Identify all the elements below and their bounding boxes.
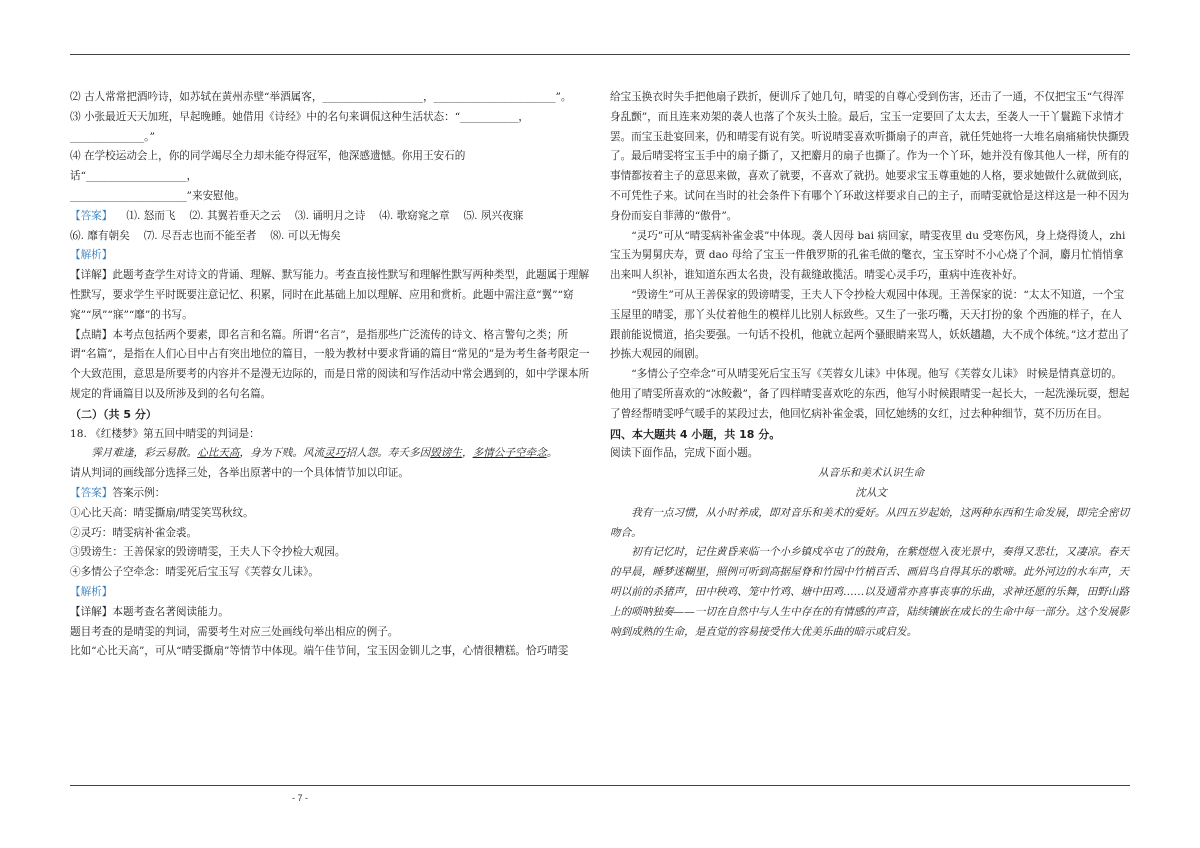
answer2-tag: 【答案】	[70, 486, 113, 499]
poem-part: 霁月难逢，彩云易散。	[91, 447, 198, 460]
answer2-text: 答案示例：	[112, 486, 166, 499]
example-3: ③毁谤生：王善保家的毁谤晴雯，王夫人下令抄检大观园。	[70, 546, 346, 559]
answer-item: ⑸. 夙兴夜寐	[463, 209, 524, 222]
paragraph-1: 给宝玉换衣时失手把他扇子跌折，便训斥了她几句，晴雯的自尊心受到伤害，还击了一通，不仅把宝玉“气得浑身乱颤”，而且连来劝架的袭人也落了个灰头土脸。最后，宝玉一定要回了太太去，至袭人一干丫鬟跪下求情才罢。而宝玉赴宴回来，仍和晴雯有说有笑。听说晴雯喜欢听撕扇子的声音，就任凭她将一大堆名扇痛痛快快撕毁了。最后晴雯将宝玉手中的扇子撕了，又把麝月的扇子也撕了。作为一个丫环，她并没有像其他人一样，所有的事情都按着主子的意思来做，喜欢了就要，不喜欢了就扔。她要求宝玉尊重她的人格，要求她做什么就做到底，不可凭性子来。试问在当时的社会条件下有哪个丫环敢这样要求自己的主子，而晴雯就恰是这样这是一种不因为身份而妄自菲薄的“傲骨”。	[610, 91, 1130, 222]
bottom-rule	[70, 785, 1130, 786]
article-title: 从音乐和美术认识生命	[818, 467, 924, 480]
article-paragraph-1: 我有一点习惯，从小时养成，即对音乐和美术的爱好。从四五岁起始，这两种东西和生命发展，即完全密切吻合。	[610, 506, 1130, 539]
article-author: 沈从文	[855, 486, 887, 499]
detail-text: 此题考查学生对诗文的背诵、理解、默写能力。考查直接性默写和理解性默写两种类型，此题属于理解性默写，要求学生平时既要注意记忆、积累，同时在此基础上加以理解、应用和赏析。此题中需注意“翼”“窈窕”“夙”“寐”“靡”的书写。	[70, 269, 590, 321]
paragraph-2: “灵巧”可从“晴雯病补雀金裘”中体现。袭人因母 bai 病回家，晴雯夜里 du 受寒伤风，身上烧得烫人，zhi 宝玉为舅舅庆寿，贾 dao 母给了宝玉一件俄罗斯的孔雀毛做的氅衣，宝玉穿时不小心烧了个洞，麝月忙悄悄拿出来叫人织补，谁知道东西太名贵，没有裁缝敢揽活。晴雯心灵手巧，重病中连夜补好。	[610, 229, 1126, 282]
section4-heading: 四、本大题共 4 小题，共 18 分。	[610, 427, 781, 441]
point-text: 本考点包括两个要素，即名言和名篇。所谓“名言”，是指那些广泛流传的诗文、格言警句之类；所谓“名篇”，是指在人们心目中占有突出地位的篇目，一般为教材中要求背诵的篇目“常见的”是为考生备考限定一个大致范围，意思是所要考的内容并不是漫无边际的，而是日常的阅读和写作活动中常会遇到的，如中学课本所规定的背诵篇目以及所涉及到的名句名篇。	[70, 328, 590, 400]
answer-block	[70, 207, 592, 247]
poem-underline: 心比天高	[197, 447, 240, 460]
poem-line	[70, 444, 592, 464]
answer-item: ⑷. 歌窈窕之章	[379, 209, 450, 222]
detail-paragraph	[70, 266, 592, 325]
poem-underline: 多情公子空牵念	[472, 447, 547, 460]
section-heading: （二）（共 5 分）	[70, 407, 157, 421]
q4-text-b: ______________________”来安慰他。	[70, 189, 245, 202]
poem-part: ，	[461, 447, 473, 460]
poem-underline: 毁谤生	[430, 447, 462, 460]
poem-part: ，身为下贱。风流	[239, 447, 325, 460]
left-column	[70, 88, 592, 662]
paragraph-3: “毁谤生”可从王善保家的毁谤晴雯，王夫人下令抄检大观园中体现。王善保家的说：“太太不知道，一个宝玉屋里的晴雯，那丫头仗着他生的模样儿比别人标致些。又生了一张巧嘴，天天打扮的象 个西施的样子，在人跟前能说惯道，掐尖要强。一句话不投机，他就立起两个骚眼睛来骂人，妖妖趫趫，大不成个体统。”这才惹出了抄拣大观园的闹剧。	[610, 288, 1130, 361]
detail2-paragraph	[70, 603, 592, 623]
task-text: 请从判词的画线部分选择三处，各举出原著中的一个具体情节加以印证。	[70, 467, 409, 480]
answer-item: ⑵. 其翼若垂天之云	[189, 209, 281, 222]
answer-item: ⑹. 靡有朝矣	[70, 229, 130, 242]
analysis-tag: 【解析】	[70, 249, 113, 262]
answer-item: ⑺. 尽吾志也而不能至者	[143, 229, 257, 242]
q2-text: ⑵ 古人常常把酒吟诗，如苏轼在黄州赤壁“举酒属客，___________________，_______________________”。	[70, 91, 572, 103]
poem-underline: 灵巧	[324, 447, 346, 460]
example-2: ②灵巧：晴雯病补雀金裘。	[70, 526, 198, 539]
answer-item: ⑶. 诵明月之诗	[294, 209, 366, 222]
answer2-line	[70, 484, 592, 504]
answer-item: ⑻. 可以无悔矣	[270, 229, 341, 242]
detail2-line-b: 题目考查的是晴雯的判词，需要考生对应三处画线句举出相应的例子。	[70, 625, 399, 638]
q3-text-a: ⑶ 小张最近天天加班，早起晚睡。她借用《诗经》中的名句来调侃这种生活状态：“___________，	[70, 110, 530, 123]
q3-text-b: ______________。”	[70, 130, 155, 143]
example-1: ①心比天高：晴雯撕扇/晴雯笑骂秋纹。	[70, 506, 254, 519]
point-tag: 【点睛】	[70, 328, 113, 341]
detail2-text: 本题考查名著阅读能力。	[112, 605, 229, 618]
detail2-line-c: 比如“心比天高”，可从“晴雯撕扇”等情节中体现。端午佳节间，宝玉因金钏儿之事，心情很糟糕。恰巧晴雯	[70, 645, 569, 658]
answer-tag: 【答案】	[70, 209, 113, 222]
q4-text-a: ⑷ 在学校运动会上，你的同学竭尽全力却未能夺得冠军，他深感遗憾。你用王安石的话“___________________，	[70, 150, 466, 183]
top-rule	[70, 54, 1130, 55]
answer-item: ⑴. 怒而飞	[126, 209, 176, 222]
question-18: 18. 《红楼梦》第五回中晴雯的判词是：	[70, 427, 260, 440]
analysis2-tag: 【解析】	[70, 585, 113, 598]
poem-part: 。	[546, 447, 558, 460]
article-paragraph-2: 初有记忆时，记住黄昏来临一个小乡镇戍卒屯了的鼓角，在紫煜煜入夜光景中，奏得又悲壮，又凄凉。春天的早晨，睡梦迷糊里，照例可听到高据屋脊和竹园中竹梢百舌、画眉鸟自得其乐的歌啼。此外河边的水车声，天明以前的杀猪声，田中秧鸡、笼中竹鸡、塘中田鸡……以及通常亦喜事丧事的乐曲，求神还愿的乐舞，田野山路上的唢呐独奏——一切在自然中与人生中存在的有情感的声音，陆续镶嵌在成长的生命中每一部分。这个发展影响到成熟的生命，是直觉的容易接受伟大优美乐曲的暗示或启发。	[610, 546, 1130, 638]
page-number: - 7 -	[291, 793, 308, 803]
example-4: ④多情公子空牵念：晴雯死后宝玉写《芙蓉女儿诔》。	[70, 566, 319, 579]
right-column	[610, 88, 1132, 642]
detail2-tag: 【详解】	[70, 605, 113, 618]
point-paragraph	[70, 326, 592, 405]
detail-tag: 【详解】	[70, 269, 113, 282]
paragraph-4: “多情公子空牵念”可从晴雯死后宝玉写《芙蓉女儿诔》中体现。他写《芙蓉女儿诔》 时候是情真意切的。他用了晴雯所喜欢的“冰鲛縠”，备了四样晴雯喜欢吃的东西，他写小时候跟晴雯一起长大，一起洗澡玩耍，想起了曾经帮晴雯呼气暖手的某段过去，他回忆病补雀金裘，回忆她绣的女红，过去种种细节，莫不历历在目。	[610, 368, 1130, 420]
instruction-text: 阅读下面作品，完成下面小题。	[610, 447, 759, 460]
poem-part: 招人怨。寿夭多因	[345, 447, 431, 460]
